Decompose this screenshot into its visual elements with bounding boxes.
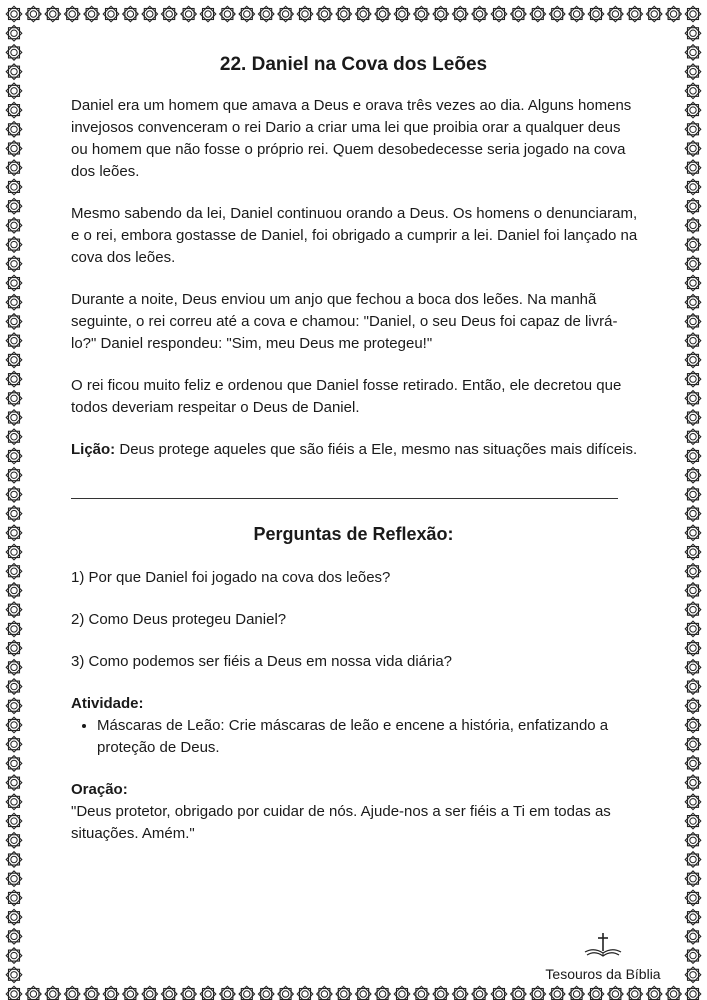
border-ornament [414,986,430,1000]
question-2: 2) Como Deus protegeu Daniel? [71,611,287,628]
border-ornament [6,890,22,906]
border-ornament [336,986,352,1000]
border-ornament [6,83,22,99]
border-ornament [685,83,701,99]
border-ornament [394,986,410,1000]
activity-list [71,715,641,759]
border-ornament [685,275,701,291]
border-ornament [6,525,22,541]
border-ornament [6,102,22,118]
question-3: 3) Como podemos ser fiéis a Deus em nossa vida diária? [71,653,453,670]
border-ornament [103,986,119,1000]
border-ornament [685,909,701,925]
border-ornament [6,314,22,330]
border-ornament [161,6,177,22]
activity-label: Atividade: [71,695,144,712]
border-ornament [6,448,22,464]
border-ornament [511,6,527,22]
border-ornament [6,717,22,733]
border-ornament [355,6,371,22]
border-ornament [6,45,22,61]
border-ornament [336,6,352,22]
border-ornament [123,6,139,22]
border-ornament [6,506,22,522]
border-ornament [6,391,22,407]
border-ornament [6,467,22,483]
border-ornament [685,391,701,407]
border-ornament [6,794,22,810]
border-ornament [569,986,585,1000]
border-ornament [6,256,22,272]
border-ornament [6,775,22,791]
border-ornament [685,871,701,887]
border-ornament [685,967,701,983]
border-ornament [685,218,701,234]
border-ornament [588,6,604,22]
border-ornament [646,986,662,1000]
border-ornament [103,6,119,22]
border-ornament [685,852,701,868]
border-ornament [181,6,197,22]
border-ornament [549,6,565,22]
border-ornament [6,429,22,445]
border-ornament [549,986,565,1000]
lesson [71,439,641,461]
border-ornament [685,583,701,599]
border-ornament [6,237,22,253]
border-ornament [685,775,701,791]
border-ornament [6,852,22,868]
border-ornament [685,832,701,848]
border-ornament [6,583,22,599]
border-ornament [685,45,701,61]
border-ornament [6,756,22,772]
border-ornament [685,756,701,772]
border-ornament [685,429,701,445]
border-ornament [45,6,61,22]
activity-item: • Máscaras de Leão: Crie máscaras de leão e encene a história, enfatizando a proteção de Deus. [97,715,641,759]
border-ornament [84,6,100,22]
border-ornament [666,6,682,22]
page-content [71,50,641,845]
border-ornament [6,64,22,80]
prayer-label: Oração: [71,781,128,798]
border-ornament [6,736,22,752]
border-ornament [588,986,604,1000]
border-ornament [258,986,274,1000]
border-ornament [6,218,22,234]
border-ornament [6,986,22,1000]
border-ornament [685,660,701,676]
border-ornament [64,986,80,1000]
border-ornament [6,602,22,618]
border-ornament [26,986,42,1000]
border-ornament [239,6,255,22]
border-ornament [685,948,701,964]
story-paragraph-1: Daniel era um homem que amava a Deus e orava três vezes ao dia. Alguns homens invejosos convenceram o rei Dario a criar uma lei que proibia orar a qualquer deus ou homem que não fosse o próprio rei. Quem desobedecesse seria jogado na cova dos leões. [71,97,632,180]
border-ornament [685,410,701,426]
border-ornament [6,25,22,41]
border-ornament [6,6,22,22]
border-ornament [375,6,391,22]
border-ornament [685,717,701,733]
border-ornament [394,6,410,22]
border-ornament [220,986,236,1000]
border-ornament [84,986,100,1000]
border-ornament [608,6,624,22]
border-ornament [685,237,701,253]
border-ornament [685,736,701,752]
border-ornament [685,544,701,560]
border-ornament [472,6,488,22]
border-ornament [433,6,449,22]
border-ornament [685,256,701,272]
border-ornament [6,679,22,695]
border-ornament [491,986,507,1000]
border-ornament [685,986,701,1000]
border-ornament [414,6,430,22]
border-ornament [685,198,701,214]
brand-name: Tesouros da Bíblia [545,966,661,982]
border-ornament [6,640,22,656]
border-ornament [6,371,22,387]
border-ornament [142,6,158,22]
border-ornament [6,179,22,195]
border-ornament [685,525,701,541]
border-ornament [317,986,333,1000]
border-ornament [297,6,313,22]
border-ornament [666,986,682,1000]
border-ornament [685,467,701,483]
story-paragraph-3: Durante a noite, Deus enviou um anjo que fechou a boca dos leões. Na manhã seguinte, o rei correu até a cova e chamou: "Daniel, o seu Deus foi capaz de livrá-lo?" Daniel respondeu: "Sim, meu Deus me protegeu!" [71,291,618,352]
border-ornament [6,832,22,848]
border-ornament [6,410,22,426]
border-ornament [6,160,22,176]
border-ornament [569,6,585,22]
border-ornament [200,6,216,22]
border-ornament [6,198,22,214]
border-ornament [6,122,22,138]
border-ornament [685,890,701,906]
border-ornament [45,986,61,1000]
border-ornament [491,6,507,22]
border-ornament [627,986,643,1000]
border-ornament [685,352,701,368]
border-ornament [685,602,701,618]
border-ornament [258,6,274,22]
border-ornament [472,986,488,1000]
border-ornament [685,640,701,656]
border-ornament [685,448,701,464]
border-ornament [26,6,42,22]
border-ornament [375,986,391,1000]
border-ornament [181,986,197,1000]
border-ornament [685,160,701,176]
border-ornament [278,6,294,22]
border-ornament [6,871,22,887]
border-ornament [511,986,527,1000]
border-ornament [685,487,701,503]
border-ornament [685,698,701,714]
border-ornament [685,25,701,41]
border-ornament [646,6,662,22]
border-ornament [355,986,371,1000]
border-ornament [6,929,22,945]
border-ornament [627,6,643,22]
border-ornament [6,948,22,964]
border-ornament [685,179,701,195]
border-ornament [278,986,294,1000]
border-ornament [6,621,22,637]
border-ornament [530,986,546,1000]
brand-logo [533,932,673,983]
border-ornament [685,314,701,330]
lesson-label: Lição: [71,441,116,458]
border-ornament [452,986,468,1000]
border-ornament [433,986,449,1000]
border-ornament [64,6,80,22]
border-ornament [200,986,216,1000]
lesson-text: Deus protege aqueles que são fiéis a Ele, mesmo nas situações mais difíceis. [115,441,638,458]
border-ornament [239,986,255,1000]
border-ornament [685,371,701,387]
border-ornament [685,929,701,945]
border-ornament [6,698,22,714]
border-ornament [317,6,333,22]
border-ornament [6,660,22,676]
border-ornament [6,141,22,157]
border-ornament [685,122,701,138]
story-paragraph-4: O rei ficou muito feliz e ordenou que Daniel fosse retirado. Então, ele decretou que todos deveriam respeitar o Deus de Daniel. [71,377,622,416]
border-ornament [685,679,701,695]
border-ornament [6,813,22,829]
border-ornament [530,6,546,22]
border-ornament [685,6,701,22]
border-ornament [6,967,22,983]
border-ornament [161,986,177,1000]
border-ornament [685,141,701,157]
border-ornament [685,64,701,80]
border-ornament [6,333,22,349]
border-ornament [220,6,236,22]
border-ornament [685,102,701,118]
border-ornament [685,506,701,522]
border-ornament [452,6,468,22]
border-ornament [142,986,158,1000]
page-title: 22. Daniel na Cova dos Leões [219,54,488,75]
border-ornament [6,352,22,368]
border-ornament [6,275,22,291]
question-1: 1) Por que Daniel foi jogado na cova dos leões? [71,569,391,586]
story-paragraph-2: Mesmo sabendo da lei, Daniel continuou orando a Deus. Os homens o denunciaram, e o rei, embora gostasse de Daniel, foi obrigado a cumprir a lei. Daniel foi lançado na cova dos leões. [71,205,638,266]
border-ornament [123,986,139,1000]
border-ornament [608,986,624,1000]
border-ornament [685,621,701,637]
border-ornament [6,544,22,560]
border-ornament [685,813,701,829]
divider-line [71,498,618,499]
prayer-text: "Deus protetor, obrigado por cuidar de nós. Ajude-nos a ser fiéis a Ti em todas as situações. Amém." [71,803,611,842]
cross-bible-icon [581,932,625,958]
border-ornament [6,563,22,579]
border-ornament [685,333,701,349]
border-ornament [6,294,22,310]
reflection-heading: Perguntas de Reflexão: [253,524,454,544]
border-ornament [685,294,701,310]
border-ornament [6,909,22,925]
border-ornament [6,487,22,503]
border-ornament [685,563,701,579]
border-ornament [685,794,701,810]
border-ornament [297,986,313,1000]
